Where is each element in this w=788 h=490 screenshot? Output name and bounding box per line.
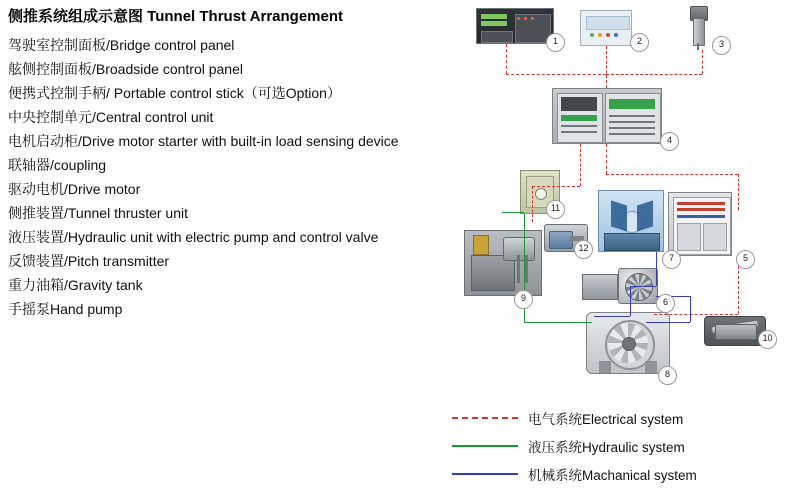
electrical-line [532,186,533,222]
hydraulic-line [502,212,524,213]
electrical-line [532,186,580,187]
central-control-unit-image [552,88,662,144]
drive-motor-starter-image [668,192,732,256]
system-key [452,404,782,488]
coupling-shaft-image [582,274,618,300]
broadside-control-panel-image [580,10,632,46]
mechanical-line [690,296,691,322]
list-item: 反馈装置/Pitch transmitter [8,253,170,269]
node-coupling-shaft[interactable] [582,274,618,300]
node-drive-motor-starter[interactable] [668,192,732,256]
electrical-line [606,144,607,174]
electrical-line [606,74,702,75]
list-item: 重力油箱/Gravity tank [8,277,143,293]
hand-pump-image [704,316,766,346]
electrical-line [702,50,703,74]
page-title: 侧推系统组成示意图 Tunnel Thrust Arrangement [8,8,344,25]
badge-3: 3 [712,36,731,55]
badge-2: 2 [630,33,649,52]
node-hand-pump[interactable] [704,316,766,346]
electrical-line [606,174,738,175]
list-item: 手摇泵Hand pump [8,301,123,317]
mechanical-line [630,286,631,316]
electrical-line-swatch [452,417,518,419]
mechanical-line [646,322,690,323]
drive-motor-image [598,190,664,252]
node-drive-motor[interactable] [598,190,664,252]
key-row-mechanical [452,460,782,488]
electrical-line [654,314,738,315]
mechanical-line [594,316,630,317]
key-label-mechanical: 机械系统Machanical system [528,468,697,483]
list-item: 舷侧控制面板/Broadside control panel [8,61,243,77]
list-item: 液压装置/Hydraulic unit with electric pump and control valve [8,229,379,245]
badge-7: 7 [662,250,681,269]
badge-4: 4 [660,132,679,151]
node-broadside-control-panel[interactable] [580,10,632,46]
list-item: 侧推装置/Tunnel thruster unit [8,205,188,221]
badge-1: 1 [546,33,565,52]
key-label-hydraulic: 液压系统Hydraulic system [528,440,685,455]
list-item: 电机启动柜/Drive motor starter with built-in load sensing device [8,133,399,149]
hydraulic-line-swatch [452,445,518,447]
badge-9: 9 [514,290,533,309]
node-hydraulic-unit[interactable] [464,230,542,296]
hydraulic-line [524,322,592,323]
mechanical-line [656,252,657,286]
list-item: 联轴器/coupling [8,157,107,173]
list-item: 便携式控制手柄/ Portable control stick（可选Option） [8,85,341,101]
electrical-line [506,44,507,74]
electrical-line [580,144,581,186]
key-label-electrical: 电气系统Electrical system [528,412,684,427]
badge-10: 10 [758,330,777,349]
component-list [8,6,458,321]
key-row-electrical [452,404,782,432]
list-item: 中央控制单元/Central control unit [8,109,214,125]
electrical-line [738,174,739,210]
hydraulic-unit-image [464,230,542,296]
key-row-hydraulic [452,432,782,460]
node-bridge-control-panel[interactable] [476,8,554,44]
mechanical-line [630,286,656,287]
badge-11: 11 [546,200,565,219]
mechanical-line-swatch [452,473,518,475]
node-central-control-unit[interactable] [552,88,662,144]
list-item: 驾驶室控制面板/Bridge control panel [8,37,235,53]
portable-control-stick-image [684,6,714,50]
badge-8: 8 [658,366,677,385]
node-portable-control-stick[interactable] [684,6,714,50]
badge-6: 6 [656,294,675,313]
electrical-line [506,74,606,75]
bridge-control-panel-image [476,8,554,44]
electrical-line [606,46,607,88]
badge-12: 12 [574,240,593,259]
badge-5: 5 [736,250,755,269]
list-item: 驱动电机/Drive motor [8,181,141,197]
